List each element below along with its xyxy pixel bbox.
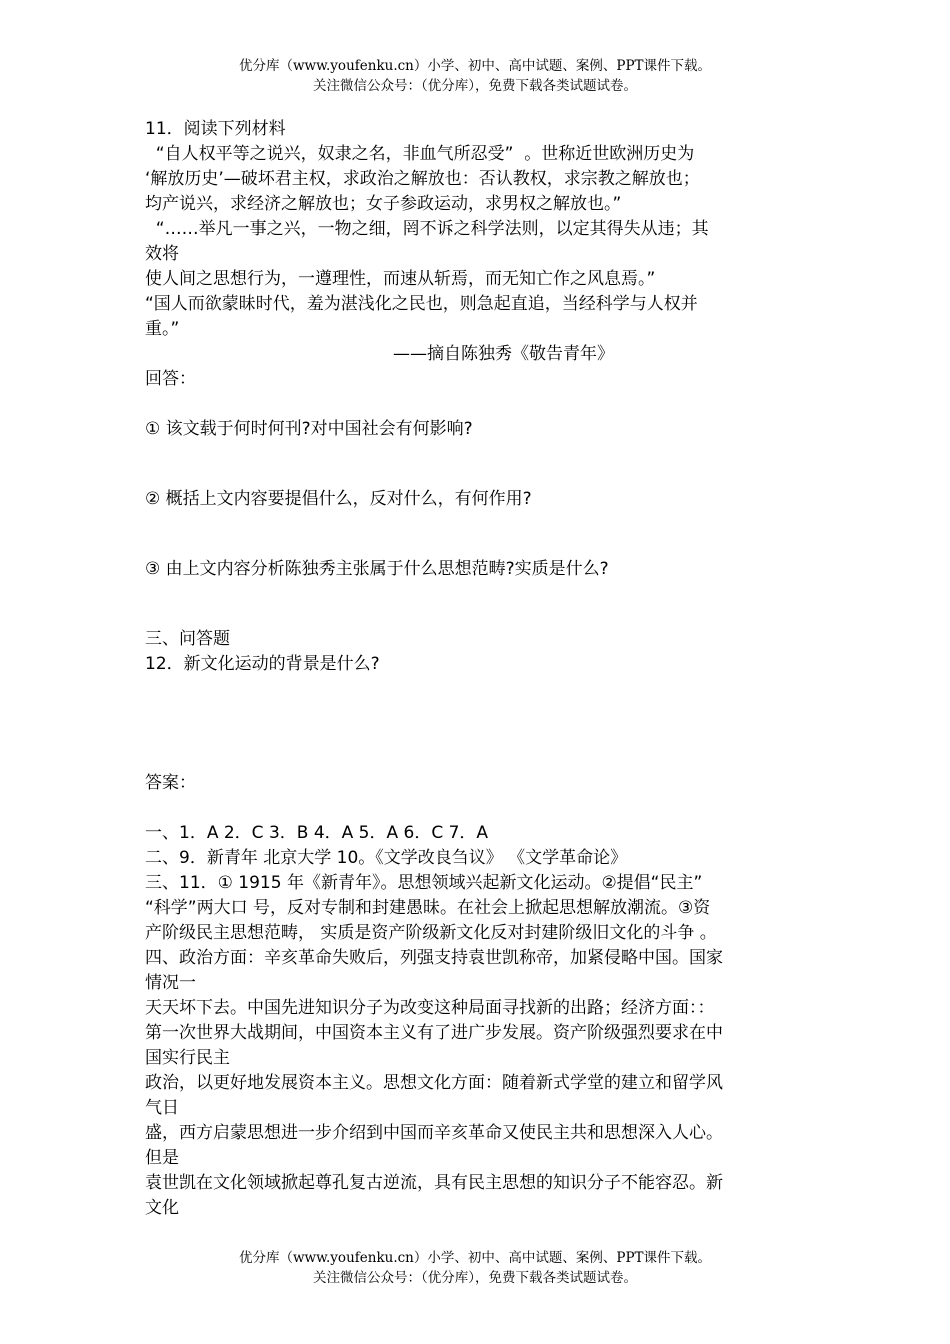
answer-line: 国实行民主 [145, 1048, 230, 1068]
sub-question-2: ② 概括上文内容要提倡什么，反对什么，有何作用? [145, 489, 532, 509]
answer-line: 文化 [145, 1198, 179, 1218]
answer-line: 一、1．A 2．C 3．B 4．A 5．A 6．C 7．A [145, 823, 489, 843]
answer-line: 气日 [145, 1098, 179, 1118]
material-line: ‘解放历史’—破坏君主权，求政治之解放也：否认教权，求宗教之解放也； [145, 169, 700, 189]
section-3-title: 三、问答题 [145, 629, 230, 649]
answer-line: 四、政治方面：辛亥革命失败后，列强支持袁世凯称帝，加紧侵略中国。国家 [145, 948, 723, 968]
answer-line: 二、9．新青年 北京大学 10。《文学改良刍议》 《文学革命论》 [145, 848, 628, 868]
material-line: 使人间之思想行为，一遵理性，而速从斩焉，而无知亡作之风息焉。” [145, 269, 656, 289]
header-line-2: 关注微信公众号：（优分库），免费下载各类试题试卷。 [313, 78, 637, 94]
answer-line: 政治，以更好地发展资本主义。思想文化方面：随着新式学堂的建立和留学风 [145, 1073, 723, 1093]
question-12: 12．新文化运动的背景是什么? [145, 654, 380, 674]
answer-line: 情况一 [145, 973, 196, 993]
answer-line: 天天坏下去。中国先进知识分子为改变这种局面寻找新的出路；经济方面：： [145, 998, 715, 1018]
question-11-material [145, 142, 805, 342]
answer-line: 盛，西方启蒙思想进一步介绍到中国而辛亥革命又使民主共和思想深入人心。 [145, 1123, 723, 1143]
answer-line: 三、11．① 1915 年《新青年》。思想领域兴起新文化运动。②提倡“民主” [145, 873, 703, 893]
answers-label: 答案： [145, 773, 196, 793]
answer-line: 袁世凯在文化领域掀起尊孔复古逆流，具有民主思想的知识分子不能容忍。新 [145, 1173, 723, 1193]
page-header [0, 56, 950, 96]
header-line-1: 优分库（www.youfenku.cn）小学、初中、高中试题、案例、PPT课件下载。 [238, 58, 712, 74]
material-line: “……举凡一事之兴，一物之细，罔不诉之科学法则，以定其得失从违；其 [145, 219, 709, 239]
answer-line: “科学”两大口 号，反对专制和封建愚昧。在社会上掀起思想解放潮流。③资 [145, 898, 711, 918]
footer-line-1: 优分库（www.youfenku.cn）小学、初中、高中试题、案例、PPT课件下载。 [238, 1250, 712, 1266]
sub-question-1: ① 该文载于何时何刊?对中国社会有何影响? [145, 419, 473, 439]
answers-block [145, 821, 805, 1221]
document-body [145, 117, 805, 1221]
material-line: 均产说兴，求经济之解放也；女子参政运动，求男权之解放也。” [145, 194, 622, 214]
sub-question-3: ③ 由上文内容分析陈独秀主张属于什么思想范畴?实质是什么? [145, 559, 609, 579]
page-footer [0, 1248, 950, 1288]
material-line: 效将 [145, 244, 179, 264]
answer-prompt: 回答： [145, 369, 196, 389]
question-11-title: 11．阅读下列材料 [145, 119, 286, 139]
material-source: ——摘自陈独秀《敬告青年》 [393, 344, 614, 364]
footer-line-2: 关注微信公众号：（优分库），免费下载各类试题试卷。 [313, 1270, 637, 1286]
answer-line: 产阶级民主思想范畴， 实质是资产阶级新文化反对封建阶级旧文化的斗争 。 [145, 923, 717, 943]
material-line: “国人而欲蒙昧时代，羞为湛浅化之民也，则急起直追，当经科学与人权并 [145, 294, 698, 314]
material-line: 重。” [145, 319, 180, 339]
answer-line: 第一次世界大战期间，中国资本主义有了进广步发展。资产阶级强烈要求在中 [145, 1023, 723, 1043]
material-line: “自人权平等之说兴，奴隶之名，非血气所忍受” 。世称近世欧洲历史为 [145, 144, 695, 164]
answer-line: 但是 [145, 1148, 179, 1168]
